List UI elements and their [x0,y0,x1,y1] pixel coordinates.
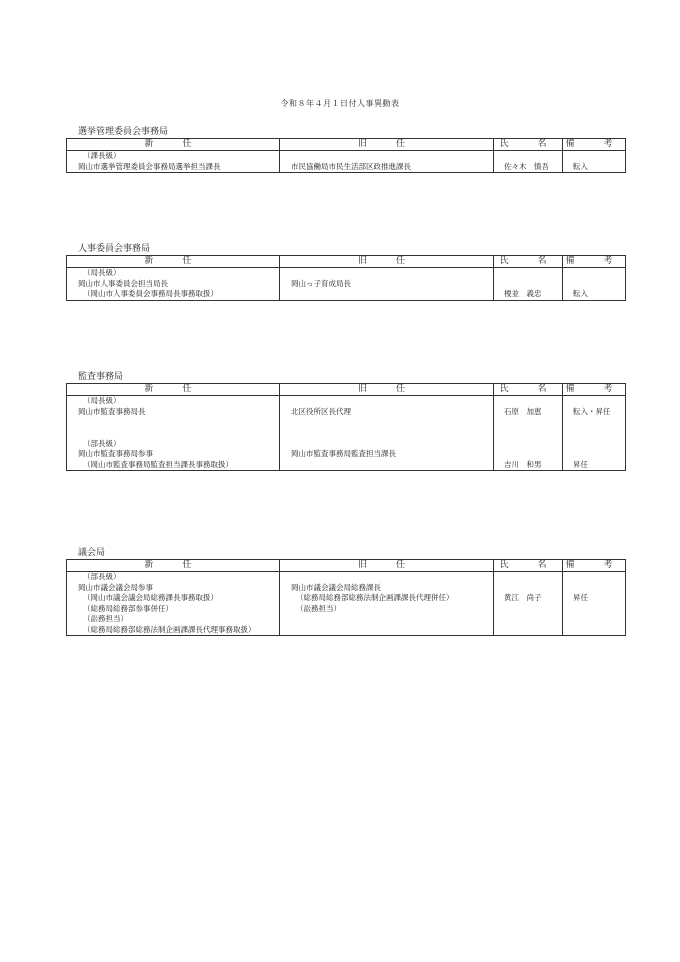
new-post-cell: （部長級） [67,572,280,583]
header-new-post: 新 任 [67,139,280,151]
remarks-cell: 昇任 [563,593,626,604]
name-cell: 黄江 尚子 [494,593,563,604]
old-post-cell [280,151,494,162]
remarks-cell [563,583,626,594]
new-post-cell: 岡山市議会議会局参事 [67,583,280,594]
table-row [67,151,626,162]
personnel-table [66,559,626,636]
table-row [67,460,626,471]
name-cell [494,268,563,279]
remarks-cell: 転入・昇任 [563,407,626,439]
old-post-cell [280,625,494,636]
old-post-cell [280,268,494,279]
header-remarks: 備 考 [563,384,626,396]
new-post-cell: （岡山市監査事務局監査担当課長事務取扱） [67,460,280,471]
old-post-cell: 岡山市議会議会局総務課長 [280,583,494,594]
header-new-post: 新 任 [67,256,280,268]
new-post-cell: （訟務担当） [67,614,280,625]
old-post-cell [280,460,494,471]
table-row [67,614,626,625]
old-post-cell [280,289,494,300]
new-post-cell: 岡山市監査事務局参事 [67,449,280,460]
name-cell [494,449,563,460]
header-row [67,256,626,268]
new-post-cell: （岡山市人事委員会事務局長事務取扱） [67,289,280,300]
section-audit-office [66,369,623,471]
header-remarks: 備 考 [563,256,626,268]
header-row [67,139,626,151]
new-post-cell: 岡山市監査事務局長 [67,407,280,439]
table-row [67,407,626,439]
table-row [67,572,626,583]
remarks-cell [563,151,626,162]
old-post-cell: 岡山っ子育成局長 [280,279,494,290]
new-post-cell: （総務局総務部総務法制企画課課長代理事務取扱） [67,625,280,636]
new-post-cell: （総務局総務部参事併任） [67,604,280,615]
header-remarks: 備 考 [563,139,626,151]
remarks-cell [563,268,626,279]
name-cell [494,604,563,615]
header-remarks: 備 考 [563,560,626,572]
name-cell [494,614,563,625]
section-title: 選挙管理委員会事務局 [78,127,169,137]
old-post-cell [280,396,494,407]
name-cell: 榎並 義忠 [494,289,563,300]
table-row [67,583,626,594]
remarks-cell [563,572,626,583]
header-row [67,560,626,572]
old-post-cell: （訟務担当） [280,604,494,615]
old-post-cell: 岡山市監査事務局監査担当課長 [280,449,494,460]
personnel-table [66,138,626,173]
section-personnel-committee [66,241,623,301]
new-post-cell: 岡山市選挙管理委員会事務局選挙担当課長 [67,162,280,173]
new-post-cell: （課長級） [67,151,280,162]
old-post-cell [280,439,494,450]
header-name: 氏 名 [494,560,563,572]
remarks-cell [563,279,626,290]
header-new-post: 新 任 [67,560,280,572]
remarks-cell: 転入 [563,289,626,300]
remarks-cell: 昇任 [563,460,626,471]
remarks-cell [563,396,626,407]
header-name: 氏 名 [494,256,563,268]
name-cell [494,583,563,594]
name-cell [494,625,563,636]
remarks-cell [563,604,626,615]
name-cell: 石原 加恵 [494,407,563,439]
header-old-post: 旧 任 [280,560,494,572]
remarks-cell [563,439,626,450]
personnel-table [66,255,626,301]
remarks-cell: 転入 [563,162,626,173]
new-post-cell: （局長級） [67,268,280,279]
new-post-cell: 岡山市人事委員会担当局長 [67,279,280,290]
name-cell: 吉川 和男 [494,460,563,471]
name-cell [494,572,563,583]
table-row [67,289,626,300]
table-row [67,279,626,290]
table-row [67,396,626,407]
table-row [67,625,626,636]
remarks-cell [563,625,626,636]
section-title: 議会局 [78,548,106,558]
name-cell: 佐々木 慎吾 [494,162,563,173]
old-post-cell [280,614,494,625]
new-post-cell: （岡山市議会議会局総務課長事務取扱） [67,593,280,604]
new-post-cell: （部長級） [67,439,280,450]
old-post-cell: 市民協働局市民生活部区政推進課長 [280,162,494,173]
old-post-cell: （総務局総務部総務法制企画課課長代理併任） [280,593,494,604]
remarks-cell [563,614,626,625]
name-cell [494,439,563,450]
name-cell [494,151,563,162]
document-title: 令和８年４月１日付人事異動表 [280,99,400,108]
name-cell [494,279,563,290]
name-cell [494,396,563,407]
section-election-committee [66,124,623,173]
table-row [67,268,626,279]
header-old-post: 旧 任 [280,384,494,396]
table-row [67,162,626,173]
remarks-cell [563,449,626,460]
section-assembly-office [66,545,623,636]
personnel-table [66,383,626,471]
header-name: 氏 名 [494,139,563,151]
table-row [67,604,626,615]
new-post-cell: （局長級） [67,396,280,407]
header-row [67,384,626,396]
section-title: 監査事務局 [78,372,124,382]
header-name: 氏 名 [494,384,563,396]
old-post-cell [280,572,494,583]
header-old-post: 旧 任 [280,139,494,151]
section-title: 人事委員会事務局 [78,244,151,254]
table-row [67,593,626,604]
old-post-cell: 北区役所区長代理 [280,407,494,439]
table-row [67,449,626,460]
header-new-post: 新 任 [67,384,280,396]
table-row [67,439,626,450]
header-old-post: 旧 任 [280,256,494,268]
